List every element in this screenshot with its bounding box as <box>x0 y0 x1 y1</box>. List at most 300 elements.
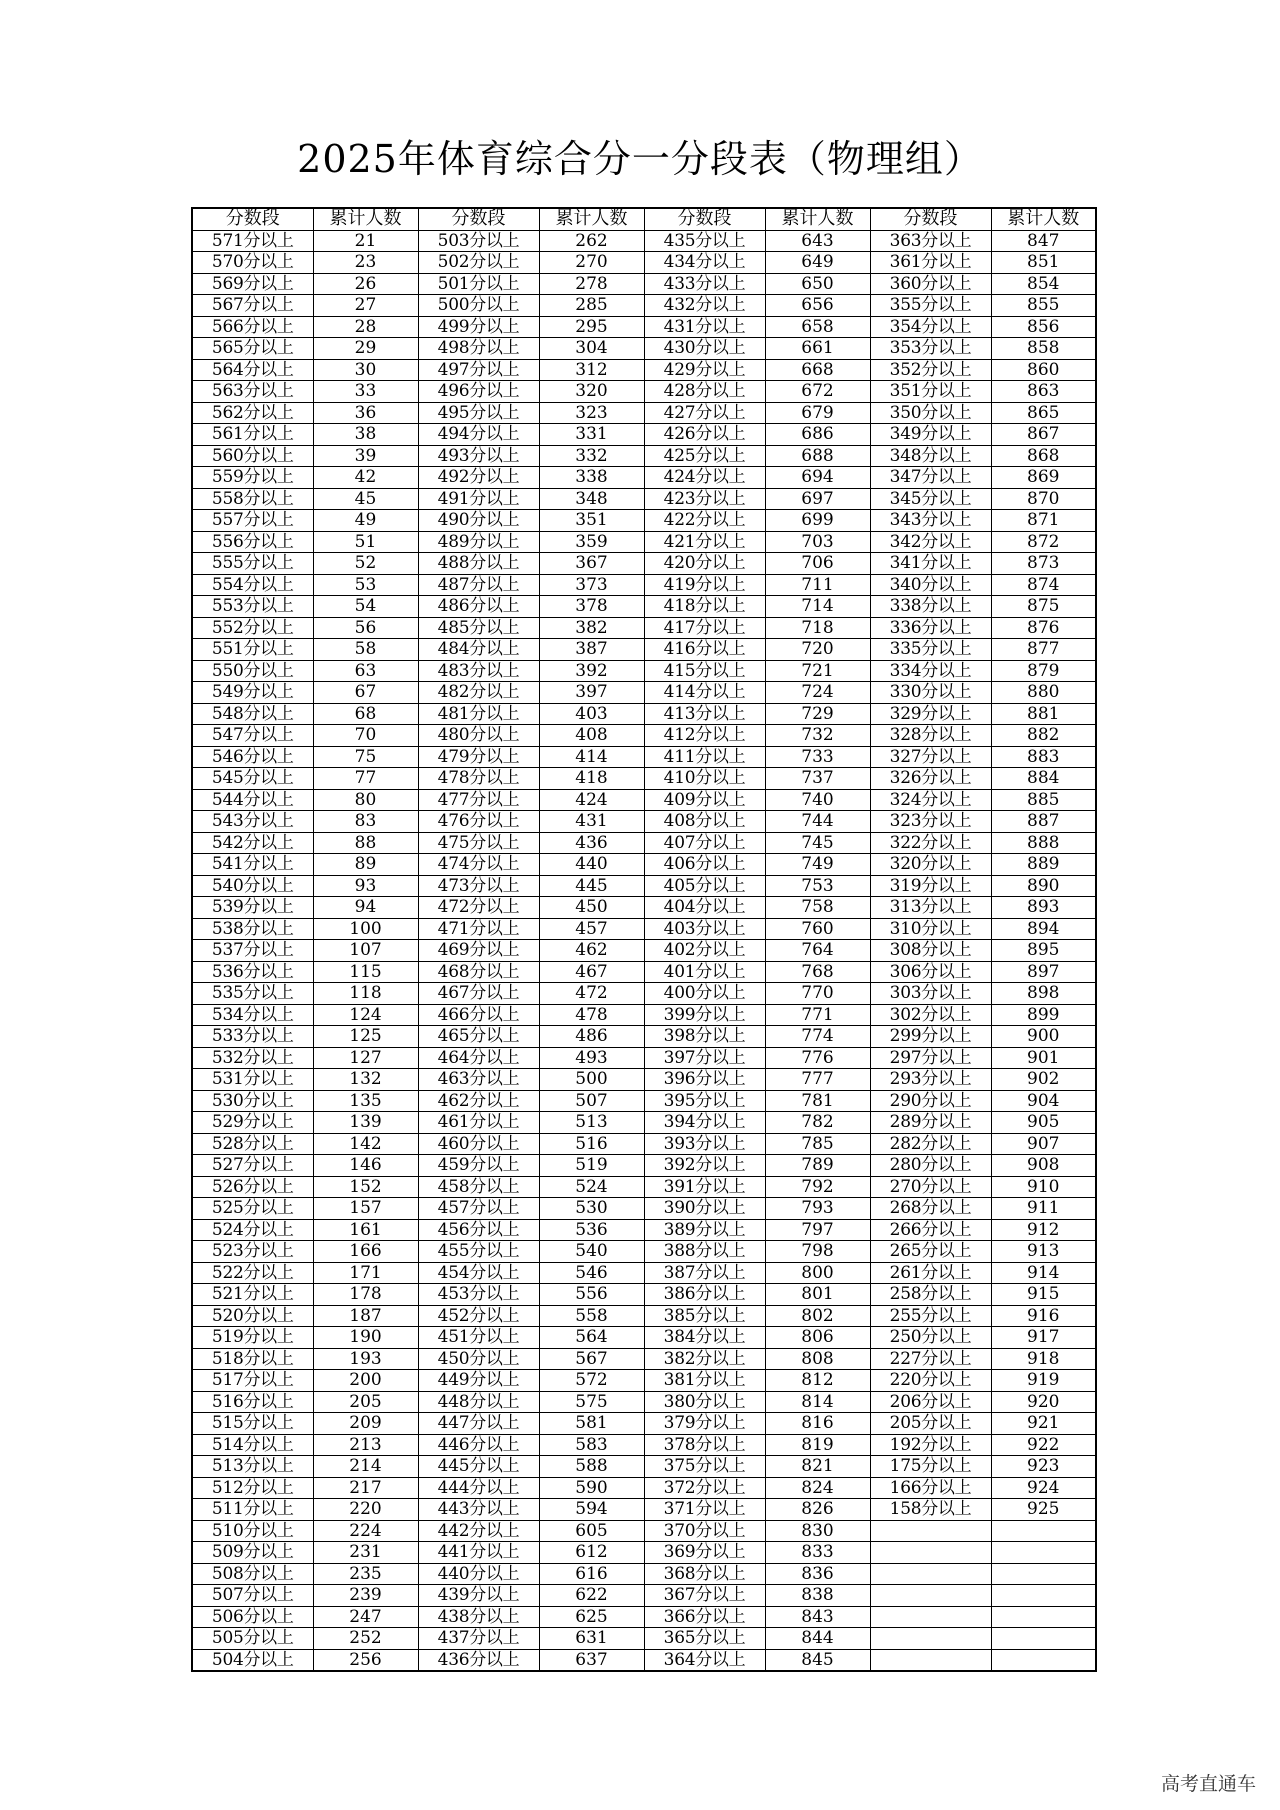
cumulative-count-cell: 513 <box>539 1112 644 1134</box>
score-segment-cell: 387分以上 <box>644 1262 765 1284</box>
table-body <box>192 230 1096 1671</box>
score-segment-cell: 565分以上 <box>192 338 313 360</box>
score-segment-cell: 498分以上 <box>418 338 539 360</box>
score-segment-cell: 175分以上 <box>870 1456 991 1478</box>
score-segment-cell: 431分以上 <box>644 316 765 338</box>
cumulative-count-cell: 161 <box>313 1219 418 1241</box>
score-segment-cell: 192分以上 <box>870 1434 991 1456</box>
table-row <box>192 574 1096 596</box>
score-segment-cell: 320分以上 <box>870 854 991 876</box>
score-segment-cell: 453分以上 <box>418 1284 539 1306</box>
score-segment-cell: 347分以上 <box>870 467 991 489</box>
cumulative-count-cell: 93 <box>313 875 418 897</box>
score-segment-cell: 395分以上 <box>644 1090 765 1112</box>
cumulative-count-cell: 89 <box>313 854 418 876</box>
cumulative-count-cell: 925 <box>991 1499 1096 1521</box>
score-segment-cell: 220分以上 <box>870 1370 991 1392</box>
score-segment-cell: 502分以上 <box>418 252 539 274</box>
score-segment-cell: 369分以上 <box>644 1542 765 1564</box>
score-segment-cell: 483分以上 <box>418 660 539 682</box>
score-segment-cell: 297分以上 <box>870 1047 991 1069</box>
cumulative-count-cell: 898 <box>991 983 1096 1005</box>
cumulative-count-cell: 472 <box>539 983 644 1005</box>
score-segment-cell: 546分以上 <box>192 746 313 768</box>
cumulative-count-cell: 142 <box>313 1133 418 1155</box>
score-segment-cell: 384分以上 <box>644 1327 765 1349</box>
cumulative-count-cell <box>991 1628 1096 1650</box>
score-segment-cell: 392分以上 <box>644 1155 765 1177</box>
score-segment-cell: 365分以上 <box>644 1628 765 1650</box>
cumulative-count-cell: 672 <box>765 381 870 403</box>
cumulative-count-cell: 320 <box>539 381 644 403</box>
score-segment-cell: 523分以上 <box>192 1241 313 1263</box>
cumulative-count-cell: 209 <box>313 1413 418 1435</box>
cumulative-count-cell: 826 <box>765 1499 870 1521</box>
cumulative-count-cell: 331 <box>539 424 644 446</box>
cumulative-count-cell: 397 <box>539 682 644 704</box>
cumulative-count-cell: 668 <box>765 359 870 381</box>
table-row <box>192 1477 1096 1499</box>
score-segment-cell: 490分以上 <box>418 510 539 532</box>
table-header-row <box>192 208 1096 230</box>
cumulative-count-cell: 80 <box>313 789 418 811</box>
cumulative-count-cell: 436 <box>539 832 644 854</box>
score-segment-cell: 571分以上 <box>192 230 313 252</box>
score-segment-cell: 424分以上 <box>644 467 765 489</box>
table-row <box>192 1327 1096 1349</box>
cumulative-count-cell: 782 <box>765 1112 870 1134</box>
cumulative-count-cell: 54 <box>313 596 418 618</box>
score-segment-cell: 360分以上 <box>870 273 991 295</box>
cumulative-count-cell: 858 <box>991 338 1096 360</box>
cumulative-count-cell: 351 <box>539 510 644 532</box>
score-segment-cell: 501分以上 <box>418 273 539 295</box>
score-segment-cell: 475分以上 <box>418 832 539 854</box>
cumulative-count-cell: 699 <box>765 510 870 532</box>
score-segment-cell: 408分以上 <box>644 811 765 833</box>
score-segment-cell: 429分以上 <box>644 359 765 381</box>
cumulative-count-cell: 901 <box>991 1047 1096 1069</box>
score-segment-cell: 326分以上 <box>870 768 991 790</box>
score-segment-cell: 270分以上 <box>870 1176 991 1198</box>
cumulative-count-cell: 190 <box>313 1327 418 1349</box>
score-segment-cell: 351分以上 <box>870 381 991 403</box>
score-segment-cell: 302分以上 <box>870 1004 991 1026</box>
score-segment-cell: 439分以上 <box>418 1585 539 1607</box>
score-segment-cell: 343分以上 <box>870 510 991 532</box>
table-row <box>192 316 1096 338</box>
cumulative-count-cell <box>991 1606 1096 1628</box>
table-row <box>192 703 1096 725</box>
cumulative-count-cell: 26 <box>313 273 418 295</box>
score-segment-cell: 564分以上 <box>192 359 313 381</box>
table-row <box>192 639 1096 661</box>
score-segment-cell: 323分以上 <box>870 811 991 833</box>
cumulative-count-cell: 392 <box>539 660 644 682</box>
cumulative-count-cell: 875 <box>991 596 1096 618</box>
table-row <box>192 467 1096 489</box>
cumulative-count-cell: 94 <box>313 897 418 919</box>
table-row <box>192 531 1096 553</box>
cumulative-count-cell: 558 <box>539 1305 644 1327</box>
cumulative-count-cell: 583 <box>539 1434 644 1456</box>
cumulative-count-cell: 740 <box>765 789 870 811</box>
score-segment-cell: 491分以上 <box>418 488 539 510</box>
cumulative-count-cell: 575 <box>539 1391 644 1413</box>
cumulative-count-cell: 67 <box>313 682 418 704</box>
score-segment-cell: 423分以上 <box>644 488 765 510</box>
cumulative-count-cell: 382 <box>539 617 644 639</box>
score-segment-cell: 335分以上 <box>870 639 991 661</box>
cumulative-count-cell: 721 <box>765 660 870 682</box>
score-segment-cell: 440分以上 <box>418 1563 539 1585</box>
score-segment-cell: 370分以上 <box>644 1520 765 1542</box>
cumulative-count-cell: 643 <box>765 230 870 252</box>
cumulative-count-cell: 706 <box>765 553 870 575</box>
cumulative-count-cell: 530 <box>539 1198 644 1220</box>
score-segment-cell: 536分以上 <box>192 961 313 983</box>
score-segment-cell: 519分以上 <box>192 1327 313 1349</box>
cumulative-count-cell: 836 <box>765 1563 870 1585</box>
score-segment-cell: 436分以上 <box>418 1649 539 1671</box>
cumulative-count-cell: 838 <box>765 1585 870 1607</box>
cumulative-count-cell: 49 <box>313 510 418 532</box>
score-segment-cell: 382分以上 <box>644 1348 765 1370</box>
table-row <box>192 1219 1096 1241</box>
table-row <box>192 746 1096 768</box>
score-segment-cell: 551分以上 <box>192 639 313 661</box>
cumulative-count-cell: 869 <box>991 467 1096 489</box>
cumulative-count-cell <box>991 1520 1096 1542</box>
score-segment-cell: 478分以上 <box>418 768 539 790</box>
cumulative-count-cell: 876 <box>991 617 1096 639</box>
cumulative-count-cell: 28 <box>313 316 418 338</box>
cumulative-count-cell: 536 <box>539 1219 644 1241</box>
table-row <box>192 940 1096 962</box>
score-segment-cell: 511分以上 <box>192 1499 313 1521</box>
cumulative-count-cell: 887 <box>991 811 1096 833</box>
score-segment-cell: 537分以上 <box>192 940 313 962</box>
column-header: 累计人数 <box>991 208 1096 230</box>
cumulative-count-cell: 637 <box>539 1649 644 1671</box>
cumulative-count-cell: 187 <box>313 1305 418 1327</box>
cumulative-count-cell: 816 <box>765 1413 870 1435</box>
score-segment-cell: 433分以上 <box>644 273 765 295</box>
table-row <box>192 1628 1096 1650</box>
cumulative-count-cell: 450 <box>539 897 644 919</box>
score-segment-cell: 391分以上 <box>644 1176 765 1198</box>
table-row <box>192 875 1096 897</box>
cumulative-count-cell: 564 <box>539 1327 644 1349</box>
score-segment-cell: 464分以上 <box>418 1047 539 1069</box>
cumulative-count-cell: 904 <box>991 1090 1096 1112</box>
score-segment-cell: 542分以上 <box>192 832 313 854</box>
cumulative-count-cell: 777 <box>765 1069 870 1091</box>
table-row <box>192 1434 1096 1456</box>
score-segment-cell: 306分以上 <box>870 961 991 983</box>
cumulative-count-cell: 33 <box>313 381 418 403</box>
table-row <box>192 1542 1096 1564</box>
cumulative-count-cell: 38 <box>313 424 418 446</box>
table-row <box>192 1047 1096 1069</box>
score-segment-cell: 463分以上 <box>418 1069 539 1091</box>
cumulative-count-cell: 124 <box>313 1004 418 1026</box>
score-segment-cell: 567分以上 <box>192 295 313 317</box>
cumulative-count-cell: 256 <box>313 1649 418 1671</box>
cumulative-count-cell: 760 <box>765 918 870 940</box>
score-segment-cell: 532分以上 <box>192 1047 313 1069</box>
score-segment-cell: 474分以上 <box>418 854 539 876</box>
score-segment-cell: 495分以上 <box>418 402 539 424</box>
table-row <box>192 402 1096 424</box>
cumulative-count-cell: 877 <box>991 639 1096 661</box>
cumulative-count-cell: 918 <box>991 1348 1096 1370</box>
score-segment-cell: 289分以上 <box>870 1112 991 1134</box>
score-segment-cell: 458分以上 <box>418 1176 539 1198</box>
cumulative-count-cell: 146 <box>313 1155 418 1177</box>
score-segment-cell: 528分以上 <box>192 1133 313 1155</box>
score-segment-cell: 481分以上 <box>418 703 539 725</box>
table-row <box>192 832 1096 854</box>
score-segment-cell: 454分以上 <box>418 1262 539 1284</box>
score-segment-cell: 261分以上 <box>870 1262 991 1284</box>
score-segment-cell: 411分以上 <box>644 746 765 768</box>
score-segment-cell: 508分以上 <box>192 1563 313 1585</box>
cumulative-count-cell: 493 <box>539 1047 644 1069</box>
cumulative-count-cell: 868 <box>991 445 1096 467</box>
cumulative-count-cell: 270 <box>539 252 644 274</box>
cumulative-count-cell: 45 <box>313 488 418 510</box>
score-segment-cell: 397分以上 <box>644 1047 765 1069</box>
score-segment-cell: 350分以上 <box>870 402 991 424</box>
score-segment-cell: 450分以上 <box>418 1348 539 1370</box>
cumulative-count-cell: 39 <box>313 445 418 467</box>
cumulative-count-cell: 631 <box>539 1628 644 1650</box>
cumulative-count-cell: 440 <box>539 854 644 876</box>
cumulative-count-cell: 732 <box>765 725 870 747</box>
cumulative-count-cell: 622 <box>539 1585 644 1607</box>
score-segment-cell: 562分以上 <box>192 402 313 424</box>
score-segment-cell: 401分以上 <box>644 961 765 983</box>
score-segment-cell: 348分以上 <box>870 445 991 467</box>
cumulative-count-cell: 650 <box>765 273 870 295</box>
cumulative-count-cell: 915 <box>991 1284 1096 1306</box>
cumulative-count-cell: 917 <box>991 1327 1096 1349</box>
table-row <box>192 424 1096 446</box>
score-segment-cell: 538分以上 <box>192 918 313 940</box>
table-row <box>192 1284 1096 1306</box>
score-segment-cell: 435分以上 <box>644 230 765 252</box>
cumulative-count-cell: 581 <box>539 1413 644 1435</box>
score-segment-cell: 354分以上 <box>870 316 991 338</box>
score-segment-cell: 255分以上 <box>870 1305 991 1327</box>
table-row <box>192 897 1096 919</box>
score-segment-cell: 516分以上 <box>192 1391 313 1413</box>
score-segment-cell: 407分以上 <box>644 832 765 854</box>
cumulative-count-cell: 127 <box>313 1047 418 1069</box>
table-row <box>192 273 1096 295</box>
score-segment-cell: 441分以上 <box>418 1542 539 1564</box>
cumulative-count-cell: 771 <box>765 1004 870 1026</box>
cumulative-count-cell: 338 <box>539 467 644 489</box>
score-segment-cell: 386分以上 <box>644 1284 765 1306</box>
cumulative-count-cell: 847 <box>991 230 1096 252</box>
score-segment-cell: 379分以上 <box>644 1413 765 1435</box>
cumulative-count-cell: 781 <box>765 1090 870 1112</box>
cumulative-count-cell: 749 <box>765 854 870 876</box>
score-segment-cell: 514分以上 <box>192 1434 313 1456</box>
score-segment-cell: 488分以上 <box>418 553 539 575</box>
cumulative-count-cell: 431 <box>539 811 644 833</box>
score-segment-cell: 558分以上 <box>192 488 313 510</box>
score-segment-cell: 227分以上 <box>870 1348 991 1370</box>
table-row <box>192 488 1096 510</box>
cumulative-count-cell: 414 <box>539 746 644 768</box>
score-segment-cell: 380分以上 <box>644 1391 765 1413</box>
cumulative-count-cell: 808 <box>765 1348 870 1370</box>
cumulative-count-cell: 921 <box>991 1413 1096 1435</box>
cumulative-count-cell: 770 <box>765 983 870 1005</box>
score-segment-cell: 559分以上 <box>192 467 313 489</box>
score-segment-cell: 545分以上 <box>192 768 313 790</box>
score-segment-cell: 515分以上 <box>192 1413 313 1435</box>
score-segment-cell: 486分以上 <box>418 596 539 618</box>
score-segment-cell: 539分以上 <box>192 897 313 919</box>
cumulative-count-cell: 686 <box>765 424 870 446</box>
score-segment-cell: 434分以上 <box>644 252 765 274</box>
cumulative-count-cell: 235 <box>313 1563 418 1585</box>
score-segment-cell: 500分以上 <box>418 295 539 317</box>
score-segment-cell: 443分以上 <box>418 1499 539 1521</box>
cumulative-count-cell: 863 <box>991 381 1096 403</box>
score-segment-cell: 405分以上 <box>644 875 765 897</box>
cumulative-count-cell: 21 <box>313 230 418 252</box>
score-segment-cell <box>870 1649 991 1671</box>
cumulative-count-cell: 897 <box>991 961 1096 983</box>
cumulative-count-cell: 764 <box>765 940 870 962</box>
score-segment-cell: 367分以上 <box>644 1585 765 1607</box>
score-segment-cell: 265分以上 <box>870 1241 991 1263</box>
score-segment-cell: 427分以上 <box>644 402 765 424</box>
cumulative-count-cell: 408 <box>539 725 644 747</box>
score-segment-cell: 541分以上 <box>192 854 313 876</box>
score-segment-cell: 479分以上 <box>418 746 539 768</box>
score-segment-cell: 529分以上 <box>192 1112 313 1134</box>
cumulative-count-cell: 115 <box>313 961 418 983</box>
score-segment-cell: 340分以上 <box>870 574 991 596</box>
score-segment-cell: 506分以上 <box>192 1606 313 1628</box>
table-row <box>192 1090 1096 1112</box>
score-segment-cell: 363分以上 <box>870 230 991 252</box>
score-segment-cell: 553分以上 <box>192 596 313 618</box>
cumulative-count-cell: 724 <box>765 682 870 704</box>
score-segment-cell: 266分以上 <box>870 1219 991 1241</box>
cumulative-count-cell: 900 <box>991 1026 1096 1048</box>
cumulative-count-cell: 729 <box>765 703 870 725</box>
cumulative-count-cell: 29 <box>313 338 418 360</box>
score-segment-cell: 308分以上 <box>870 940 991 962</box>
score-segment-cell: 390分以上 <box>644 1198 765 1220</box>
cumulative-count-cell: 907 <box>991 1133 1096 1155</box>
score-segment-cell: 158分以上 <box>870 1499 991 1521</box>
score-segment-cell: 566分以上 <box>192 316 313 338</box>
table-row <box>192 1563 1096 1585</box>
score-segment-cell: 290分以上 <box>870 1090 991 1112</box>
table-row <box>192 510 1096 532</box>
score-segment-cell: 345分以上 <box>870 488 991 510</box>
cumulative-count-cell: 801 <box>765 1284 870 1306</box>
score-table <box>191 207 1097 1672</box>
score-segment-cell: 496分以上 <box>418 381 539 403</box>
score-segment-cell: 525分以上 <box>192 1198 313 1220</box>
cumulative-count-cell: 53 <box>313 574 418 596</box>
score-segment-cell: 416分以上 <box>644 639 765 661</box>
cumulative-count-cell: 912 <box>991 1219 1096 1241</box>
cumulative-count-cell: 217 <box>313 1477 418 1499</box>
score-segment-cell: 394分以上 <box>644 1112 765 1134</box>
cumulative-count-cell: 516 <box>539 1133 644 1155</box>
score-segment-cell: 338分以上 <box>870 596 991 618</box>
table-row <box>192 983 1096 1005</box>
score-segment-cell: 368分以上 <box>644 1563 765 1585</box>
cumulative-count-cell: 856 <box>991 316 1096 338</box>
score-segment-cell <box>870 1628 991 1650</box>
cumulative-count-cell: 882 <box>991 725 1096 747</box>
score-segment-cell: 563分以上 <box>192 381 313 403</box>
table-row <box>192 918 1096 940</box>
cumulative-count-cell: 884 <box>991 768 1096 790</box>
cumulative-count-cell: 519 <box>539 1155 644 1177</box>
cumulative-count-cell: 792 <box>765 1176 870 1198</box>
cumulative-count-cell: 75 <box>313 746 418 768</box>
table-row <box>192 596 1096 618</box>
score-segment-cell: 485分以上 <box>418 617 539 639</box>
score-segment-cell: 280分以上 <box>870 1155 991 1177</box>
cumulative-count-cell: 295 <box>539 316 644 338</box>
cumulative-count-cell: 52 <box>313 553 418 575</box>
cumulative-count-cell: 873 <box>991 553 1096 575</box>
cumulative-count-cell: 883 <box>991 746 1096 768</box>
score-segment-cell: 426分以上 <box>644 424 765 446</box>
score-segment-cell: 388分以上 <box>644 1241 765 1263</box>
score-segment-cell: 445分以上 <box>418 1456 539 1478</box>
score-segment-cell <box>870 1585 991 1607</box>
score-segment-cell: 437分以上 <box>418 1628 539 1650</box>
watermark: 高考直通车 <box>1160 1773 1256 1795</box>
score-segment-cell: 250分以上 <box>870 1327 991 1349</box>
score-segment-cell: 531分以上 <box>192 1069 313 1091</box>
cumulative-count-cell: 649 <box>765 252 870 274</box>
cumulative-count-cell: 224 <box>313 1520 418 1542</box>
cumulative-count-cell: 252 <box>313 1628 418 1650</box>
cumulative-count-cell: 889 <box>991 854 1096 876</box>
cumulative-count-cell: 871 <box>991 510 1096 532</box>
cumulative-count-cell: 304 <box>539 338 644 360</box>
cumulative-count-cell: 486 <box>539 1026 644 1048</box>
cumulative-count-cell: 445 <box>539 875 644 897</box>
table-row <box>192 381 1096 403</box>
score-segment-cell: 330分以上 <box>870 682 991 704</box>
score-segment-cell: 406分以上 <box>644 854 765 876</box>
score-segment-cell: 477分以上 <box>418 789 539 811</box>
score-segment-cell: 375分以上 <box>644 1456 765 1478</box>
table-row <box>192 1606 1096 1628</box>
cumulative-count-cell: 902 <box>991 1069 1096 1091</box>
score-segment-cell: 449分以上 <box>418 1370 539 1392</box>
score-segment-cell: 555分以上 <box>192 553 313 575</box>
score-segment-cell: 322分以上 <box>870 832 991 854</box>
table-row <box>192 1520 1096 1542</box>
